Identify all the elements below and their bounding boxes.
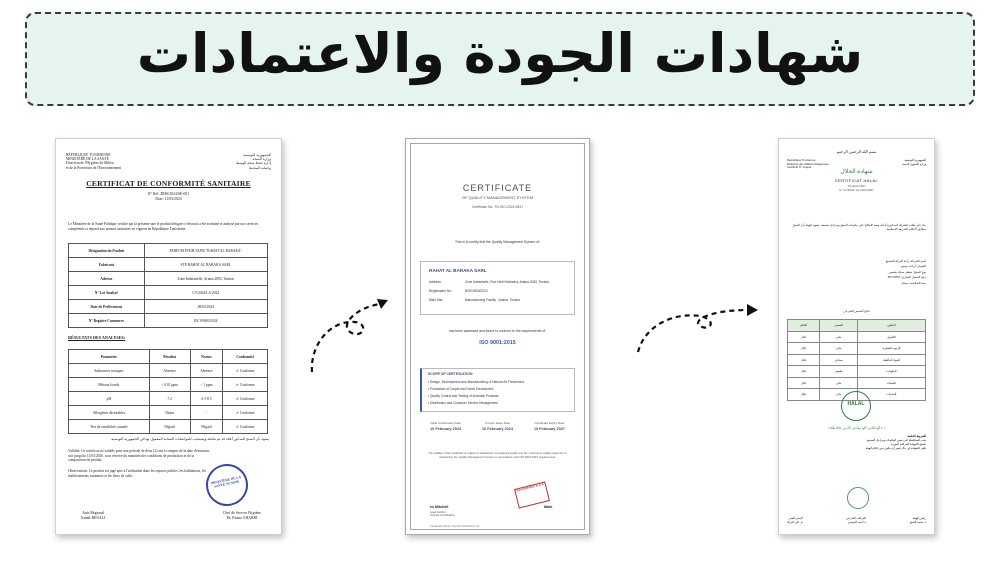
doc1-header-right-line: وزارة الصحة — [252, 157, 271, 162]
table-cell: Néant — [149, 406, 190, 420]
table-cell: - — [190, 406, 223, 420]
table-cell: مائي — [820, 389, 858, 401]
table-cell: B2/1096/02/024 — [144, 314, 267, 328]
signature-block — [909, 517, 926, 524]
table-cell: Substances toxiques — [69, 364, 150, 378]
table-cell: ✔ Conforme — [223, 406, 268, 420]
condition-item: تلغى الشهادة في حال تغيير أي مكون دون إعلام الهيئة — [865, 447, 926, 450]
table-cell: Allergènes déclarables — [69, 406, 150, 420]
row-value: Manufacturing Facility - Ariana, Tunisia — [465, 298, 520, 302]
doc1-header-left-line: et de la Protection de l'Environnement — [66, 165, 122, 170]
doc3-signatures — [787, 517, 926, 524]
doc2-company-box — [420, 261, 575, 315]
table-cell: Absence — [149, 364, 190, 378]
doc1-header-right-line: الجمهورية التونسية — [243, 153, 271, 157]
doc1-header-left-line: Direction de l'Hygiène du Milieu — [66, 161, 114, 166]
table-cell: حلال — [788, 377, 820, 389]
doc2-dates — [420, 421, 575, 441]
table-cell: نباتي — [820, 343, 858, 355]
doc1-arabic-note: يشهد بأن المنتج المذكور أعلاه قد تم تحليله ويستجيب للمواصفات الصحية المعمول بها في الجمهورية التونسية — [111, 437, 269, 441]
doc3-basmala: بسم الله الرحمن الرحيم — [836, 149, 877, 154]
table-cell: Adresse — [69, 272, 145, 286]
sanitary-certificate-document[interactable] — [55, 138, 282, 535]
condition-item: تخضع الشهادة للمراقبة الدورية — [890, 443, 926, 446]
signature-role-line: Intertek Certification — [430, 513, 455, 518]
doc2-signature-role — [430, 511, 455, 518]
table-cell: ✔ Conforme — [223, 378, 268, 392]
doc2-certify-text: This is to certify that the Quality Management System of: — [455, 240, 540, 244]
table-cell: < 0.01 ppm — [149, 378, 190, 392]
signature-name: Dr. Fatma GHARBI — [226, 515, 258, 520]
date-value: 10 February 2024 — [481, 427, 513, 431]
table-cell: 08/03/2024 — [144, 300, 267, 314]
doc2-assessed-text: has been assessed and found to conform to the requirements of: — [448, 329, 547, 333]
doc1-header-right — [236, 153, 271, 170]
row-label: Address: — [429, 280, 442, 284]
scope-item-text: Design, Development and Manufacturing of Natural Air Fresheners — [430, 380, 525, 384]
column-header: Paramètre — [69, 350, 150, 364]
signature-role-line: Lead Auditor — [430, 510, 446, 514]
table-row — [69, 286, 268, 300]
table-cell: حلال — [788, 331, 820, 343]
doc1-header-left-line: RÉPUBLIQUE TUNISIENNE — [66, 153, 111, 157]
doc2-certificate-number: Certificate No: TN-ISO-2024-0847 — [471, 205, 524, 209]
table-cell: الملونات — [857, 366, 925, 378]
table-header-row — [69, 350, 268, 364]
doc1-intro: Le Ministère de la Santé Publique certifie par la présente que le produit désigné ci-dessous a été examiné et analysé par nos services compétents et répond aux normes sanitaires en vigueur en République Tunisienne. — [68, 222, 259, 231]
scope-item-text: Quality Control and Testing of Aromatic Products — [430, 394, 499, 398]
table-cell: Négatif — [190, 420, 223, 434]
header-line: الجمهورية التونسية — [904, 159, 926, 162]
doc3-table-heading: نتائج الفحص الشرعي — [843, 309, 870, 313]
doc1-header-right-line: وحماية المحيط — [249, 165, 271, 170]
halal-logo: HALAL — [841, 391, 871, 421]
table-cell: نباتي — [820, 377, 858, 389]
row-value: B2570803/2023 — [465, 289, 488, 293]
date-value: 10 February 2024 — [430, 427, 462, 431]
table-cell: المذيبات — [857, 389, 925, 401]
table-cell: الحكم — [788, 320, 820, 332]
table-cell: نباتي — [820, 331, 858, 343]
number-line: N° Certificat: HL-2024-0847 — [839, 187, 874, 192]
table-cell: 7.2 — [149, 392, 190, 406]
doc2-signature-name-2: Mark — [544, 505, 553, 509]
date-block — [472, 421, 523, 441]
ministry-stamp: MINISTÈRE DE LA SANTÉ TUNISIE — [202, 460, 252, 510]
table-row — [69, 378, 268, 392]
signature-name: د. أحمد التونسي — [847, 520, 867, 524]
table-cell: Métaux lourds — [69, 378, 150, 392]
signature-role: رئيس الهيئة — [912, 517, 926, 520]
header-line: République Tunisienne — [787, 158, 816, 162]
doc1-results-table — [68, 349, 268, 434]
date-label: Initial Certification Date — [430, 421, 461, 425]
doc3-title: CERTIFICAT HALAL — [834, 178, 879, 183]
list-item: العنوان: أريانة، تونس — [900, 264, 926, 269]
list-item: مدة الصلاحية: سنتان — [900, 280, 926, 285]
scope-item: • Quality Control and Testing of Aromatic Products — [428, 394, 499, 398]
doc2-validity: The validity of this certificate is subject to satisfactory surveillance audits and the continuous validity depends on maintaining the Quality Management System in accordance with ISO 9001:2015 requirements. — [428, 451, 567, 459]
table-cell: ✔ Conforme — [223, 364, 268, 378]
date-label: Certificate Expiry Date — [534, 421, 565, 425]
doc2-title: CERTIFICATE — [462, 183, 533, 193]
date-block — [524, 421, 575, 441]
doc1-header-right-line: إدارة حفظ صحة الوسط — [235, 161, 271, 166]
signature-role: Chef de Service Hygiène — [222, 511, 261, 515]
signature-name: م. علي البركة — [787, 520, 803, 524]
table-row — [69, 258, 268, 272]
table-row — [69, 406, 268, 420]
table-cell: Absence — [190, 364, 223, 378]
column-header: Résultat — [149, 350, 190, 364]
doc2-info-row — [429, 298, 520, 302]
doc1-product-table — [68, 243, 268, 328]
table-header-row — [788, 320, 926, 332]
table-cell: حلال — [788, 389, 820, 401]
signature-role: المراقب الشرعي — [846, 517, 867, 520]
signature-name: د. محمد الشيخ — [909, 520, 926, 524]
table-cell: CT/2024/LA/2024 — [144, 286, 267, 300]
table-cell: حلال — [788, 343, 820, 355]
iso-certificate-document[interactable] — [405, 138, 590, 535]
doc3-conditions — [787, 435, 926, 451]
doc2-signature-name: es Mitchell — [430, 505, 449, 509]
table-cell: N° Registre Commerce — [69, 314, 145, 328]
table-cell: Négatif — [149, 420, 190, 434]
table-row — [788, 377, 926, 389]
table-cell: المصدر — [820, 320, 858, 332]
condition-heading: الشروط الخاصة: — [906, 435, 926, 438]
table-cell: المواد الحافظة — [857, 354, 925, 366]
table-row — [69, 244, 268, 258]
scope-item-text: Distribution and Customer Service Management — [430, 401, 498, 405]
doc2-border — [410, 143, 585, 530]
table-cell: المثبتات — [857, 377, 925, 389]
table-cell: STE RAHAT AL BARAKA SARL — [144, 258, 267, 272]
column-header: Norme — [190, 350, 223, 364]
signature-role: المدير الفني — [788, 517, 803, 520]
table-cell: الكحول — [857, 331, 925, 343]
curved-arrow-icon — [630, 290, 765, 360]
list-item: اسم الشركة: راحة البركة للتصنيع — [885, 259, 926, 263]
doc1-signature-left — [81, 511, 105, 520]
list-item: نوع المنتج: معطر سجاد طبيعي — [888, 269, 926, 274]
table-cell: ✔ Conforme — [223, 420, 268, 434]
signature-name: Ismail BENALI — [81, 515, 106, 520]
doc3-details-list — [787, 259, 926, 286]
iso-stamp: ISO CERTIFIED ★ ★ ★ — [514, 481, 550, 508]
row-value: Zone Industrielle, Rue Hédi Khefacha, Ariana 2083, Tunisia — [465, 280, 549, 284]
doc2-scope-box — [420, 368, 575, 412]
table-cell: ✔ Conforme — [223, 392, 268, 406]
doc1-header-left-line: MINISTÈRE DE LA SANTÉ — [66, 157, 109, 162]
date-value: 10 February 2027 — [533, 427, 565, 431]
doc1-title: CERTIFICAT DE CONFORMITÉ SANITAIRE — [86, 179, 251, 188]
doc2-scope-heading: SCOPE OF CERTIFICATION — [428, 372, 473, 376]
doc3-intro: بناء على طلب الشركة المذكورة أدناه، وبعد الاطلاع على مكونات المنتج ومراحل تصنيعه، تشهد الهيئة بأن المنتج مطابق لأحكام الشريعة الإسلامية — [792, 223, 926, 231]
doc1-reference — [56, 192, 281, 202]
table-cell: Zone Industrielle, Ariana 2083, Tunisie — [144, 272, 267, 286]
number-line: TN-2024-0847 — [847, 184, 866, 188]
doc3-inspection-table — [787, 319, 926, 401]
scope-item: • Production of Carpet and Fabric Deodorizers — [428, 387, 494, 391]
table-cell: حلال — [788, 366, 820, 378]
row-label: Registration No: — [429, 289, 452, 293]
scope-item-text: Production of Carpet and Fabric Deodorizers — [430, 387, 494, 391]
table-row — [69, 300, 268, 314]
table-cell: Désignation du Produit — [69, 244, 145, 258]
curved-arrow-icon — [300, 290, 395, 380]
table-cell: صناعي — [820, 354, 858, 366]
table-cell: 6.5-8.5 — [190, 392, 223, 406]
table-row — [788, 331, 926, 343]
doc3-header-right — [902, 159, 926, 166]
condition-item: يجب المحافظة على نفس المكونات ومراحل التصنيع — [867, 439, 926, 442]
table-cell: N° Lot Analysé — [69, 286, 145, 300]
doc3-number — [779, 185, 934, 192]
table-cell: Fabricant — [69, 258, 145, 272]
doc1-results-heading: RÉSULTATS DES ANALYSES: — [68, 335, 126, 340]
table-cell: Date de Prélèvement — [69, 300, 145, 314]
table-cell: PARFUM POUR TAPIS "RAHAT AL BARAKA" — [144, 244, 267, 258]
table-row — [69, 314, 268, 328]
doc1-header-left — [66, 153, 121, 170]
header-line: Certificat N° unique — [787, 165, 812, 170]
doc2-info-row — [429, 289, 488, 293]
table-cell: Test de sensibilité cutanée — [69, 420, 150, 434]
column-header: Conformité — [223, 350, 268, 364]
table-cell: حلال — [788, 354, 820, 366]
page-title: شهادات الجودة والاعتمادات — [136, 22, 864, 85]
signature-block — [787, 517, 803, 524]
date-block — [420, 421, 471, 441]
table-row — [788, 354, 926, 366]
date-label: Current Issue Date — [484, 421, 511, 425]
halal-seal-icon — [847, 487, 869, 509]
doc2-footer: Certification Body: Intertek Certification Ltd. — [430, 525, 480, 528]
table-row — [788, 366, 926, 378]
table-row — [788, 343, 926, 355]
doc1-ref-number: N° Réf: DHS/2024/SE-001 — [147, 192, 190, 196]
scope-item: • Design, Development and Manufacturing of Natural Air Fresheners — [428, 380, 525, 384]
signature-block — [846, 517, 866, 524]
doc1-signature-right — [223, 511, 261, 520]
halal-certificate-document[interactable] — [778, 138, 935, 535]
signature-role: Anis Régional — [82, 511, 105, 515]
table-cell: طبيعي — [820, 366, 858, 378]
doc1-observations: Observations: Le produit est jugé apte à l'utilisation dans les espaces publics, les habitations, les établissements sanitaires et les lieux de culte. — [68, 469, 206, 478]
row-label: Main Site: — [429, 298, 444, 302]
table-row — [69, 392, 268, 406]
header-banner — [25, 12, 975, 106]
table-cell: < 1 ppm — [190, 378, 223, 392]
doc2-standard: ISO 9001:2015 — [479, 340, 516, 346]
table-row — [69, 272, 268, 286]
doc3-quran-quote: ﴿ يَا أَيُّهَا النَّاسُ كُلُوا مِمَّا فِي الْأَرْضِ حَلَالًا طَيِّبًا ﴾ — [827, 426, 886, 430]
table-row — [69, 364, 268, 378]
header-line: Ministère des Affaires Religieuses — [787, 161, 829, 166]
scope-item: • Distribution and Customer Service Management — [428, 401, 498, 405]
doc1-validity: Validité: Ce certificat est valable pour une période de deux (2) ans à compter de la date d'émission, soit jusqu'au 11/03/2026, sous réserve du maintien des conditions de production et de la composition du produit. — [68, 449, 210, 463]
doc2-info-row — [429, 280, 549, 284]
header-line: وزارة الشؤون الدينية — [902, 162, 926, 166]
doc2-company-name: RAHAT AL BARAKA SARL — [429, 268, 487, 273]
doc2-subtitle: OF QUALITY MANAGEMENT SYSTEM — [462, 195, 533, 200]
table-row — [69, 420, 268, 434]
doc3-arabic-title: شهادة الحلال — [840, 169, 873, 175]
doc1-date: Date: 11/03/2024 — [155, 197, 182, 201]
table-cell: الزيوت العطرية — [857, 343, 925, 355]
table-cell: المكون — [857, 320, 925, 332]
list-item: رقم السجل التجاري: B2570803 — [887, 275, 926, 280]
table-cell: pH — [69, 392, 150, 406]
